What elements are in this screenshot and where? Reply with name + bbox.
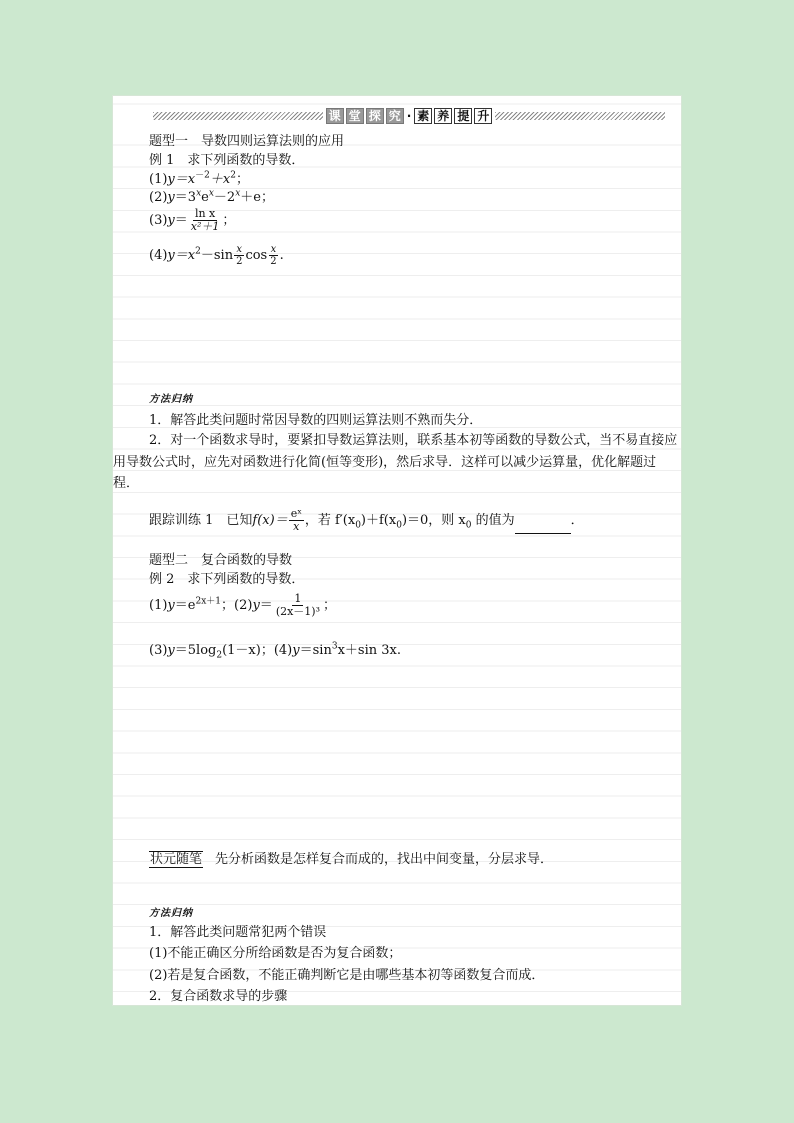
method2-point1: 1．解答此类问题常犯两个错误 xyxy=(149,925,327,940)
expr: ＝x xyxy=(174,248,196,263)
exponent: x xyxy=(235,188,241,199)
track1-label: 跟踪训练 1 已知 xyxy=(149,513,253,528)
exponent: 3 xyxy=(331,641,338,652)
banner-char: 素 xyxy=(414,108,432,124)
expr: )＝0，则 x xyxy=(401,513,466,528)
var-y: y xyxy=(292,643,300,658)
banner-title xyxy=(323,108,496,124)
item-number: (3) xyxy=(149,643,168,658)
fraction xyxy=(189,208,222,233)
expr: ； xyxy=(323,598,337,613)
subscript: 2 xyxy=(216,650,223,661)
numerator: x xyxy=(270,244,277,255)
expr: ，若 f′(x xyxy=(304,513,356,528)
numerator: ln x xyxy=(194,207,216,220)
item-number: (3) xyxy=(149,213,168,228)
section-banner xyxy=(153,108,665,124)
method2-point1a: (1)不能正确区分所给函数是否为复合函数； xyxy=(149,946,402,961)
banner-hatch-right xyxy=(495,112,665,120)
tip-text: 先分析函数是怎样复合而成的，找出中间变量，分层求导． xyxy=(215,852,554,867)
document-page xyxy=(113,96,681,1005)
subscript: 0 xyxy=(465,520,472,531)
item-number: (4) xyxy=(149,248,168,263)
method2-point2: 2．复合函数求导的步骤 xyxy=(149,989,288,1004)
expr: 的值为 xyxy=(471,513,515,528)
fraction xyxy=(274,593,322,618)
expr: ＝ xyxy=(259,598,273,613)
denominator: 2 xyxy=(270,256,277,267)
method1-point1: 1．解答此类问题时常因导数的四则运算法则不熟而失分． xyxy=(149,413,483,428)
exponent: 2x＋1 xyxy=(195,596,222,607)
expr: ＝e xyxy=(174,598,196,613)
section1-title: 题型一 导数四则运算法则的应用 xyxy=(149,134,345,149)
example1-item1 xyxy=(149,172,249,188)
example1-heading: 例 1 求下列函数的导数． xyxy=(149,153,305,168)
exponent: －2 xyxy=(195,170,210,181)
expr: ＝x xyxy=(174,172,196,187)
example2-line1 xyxy=(149,592,336,620)
exponent: x xyxy=(196,188,202,199)
var-y: y xyxy=(167,598,175,613)
banner-char: 养 xyxy=(434,108,452,124)
fraction xyxy=(289,508,304,533)
banner-char: 课 xyxy=(326,108,344,124)
denominator: x xyxy=(293,520,300,533)
example1-item2 xyxy=(149,190,274,206)
tip-label: 状元随笔 xyxy=(150,852,203,867)
item-number: (1) xyxy=(149,172,168,187)
banner-hatch-left xyxy=(153,112,323,120)
fraction xyxy=(234,244,244,267)
answer-blank[interactable] xyxy=(515,520,571,534)
numerator: x xyxy=(236,244,243,255)
exponent: 2 xyxy=(195,246,201,257)
banner-char: 究 xyxy=(386,108,404,124)
expr: ； xyxy=(222,213,236,228)
expr: x＋sin 3x. xyxy=(337,643,401,658)
example1-item3 xyxy=(149,208,235,233)
method1-label: 方法归纳 xyxy=(149,394,193,405)
var-y: y xyxy=(167,213,175,228)
example2-heading: 例 2 求下列函数的导数． xyxy=(149,572,305,587)
expr: ；(2) xyxy=(221,598,253,613)
var-y: y xyxy=(167,190,175,205)
expr: cos xyxy=(245,248,268,263)
expr: ＝3 xyxy=(174,190,197,205)
method2-label: 方法归纳 xyxy=(149,908,193,919)
expr: ＋e； xyxy=(240,190,274,205)
method1-point2: 2．对一个函数求导时，要紧扣导数运算法则，联系基本初等函数的导数公式，当不易直接应用导数公式时，应先对函数进行化简(恒等变形)，然后求导．这样可以减少运算量，优化解题过程． xyxy=(113,433,678,492)
banner-char: 堂 xyxy=(346,108,364,124)
expr: . xyxy=(279,248,284,263)
denominator: 2 xyxy=(236,256,243,267)
banner-char: 升 xyxy=(474,108,492,124)
numerator: eˣ xyxy=(290,507,302,520)
expr: e xyxy=(201,190,209,205)
expr: ； xyxy=(235,172,249,187)
expr: ＝5log xyxy=(174,643,217,658)
section2-title: 题型二 复合函数的导数 xyxy=(149,553,293,568)
expr: －2 xyxy=(213,190,236,205)
expr: ． xyxy=(570,513,584,528)
expr: )＋f(x xyxy=(360,513,397,528)
expr: (1－x)；(4) xyxy=(222,643,293,658)
var-y: y xyxy=(167,248,175,263)
expr: f(x)＝ xyxy=(252,513,288,528)
exponent: x xyxy=(208,188,214,199)
denominator: x²＋1 xyxy=(190,220,220,233)
var-y: y xyxy=(252,598,260,613)
expr: －sin xyxy=(200,248,234,263)
var-y: y xyxy=(167,172,175,187)
banner-sep: · xyxy=(406,109,412,123)
exponent: 2 xyxy=(230,170,236,181)
expr: ＋x xyxy=(209,172,231,187)
banner-char: 提 xyxy=(454,108,472,124)
tip-line xyxy=(149,852,553,868)
subscript: 0 xyxy=(355,520,361,531)
numerator: 1 xyxy=(294,592,302,605)
expr: ＝ xyxy=(174,213,188,228)
var-y: y xyxy=(167,643,175,658)
subscript: 0 xyxy=(396,520,402,531)
item-number: (1) xyxy=(149,598,168,613)
item-number: (2) xyxy=(149,190,168,205)
example2-line2 xyxy=(149,643,401,659)
track1-question xyxy=(149,508,584,534)
expr: ＝sin xyxy=(299,643,332,658)
fraction xyxy=(268,244,278,267)
example1-item4 xyxy=(149,244,284,268)
method2-point1b: (2)若是复合函数，不能正确判断它是由哪些基本初等函数复合而成． xyxy=(149,968,545,983)
banner-char: 探 xyxy=(366,108,384,124)
denominator: (2x－1)³ xyxy=(275,605,321,618)
